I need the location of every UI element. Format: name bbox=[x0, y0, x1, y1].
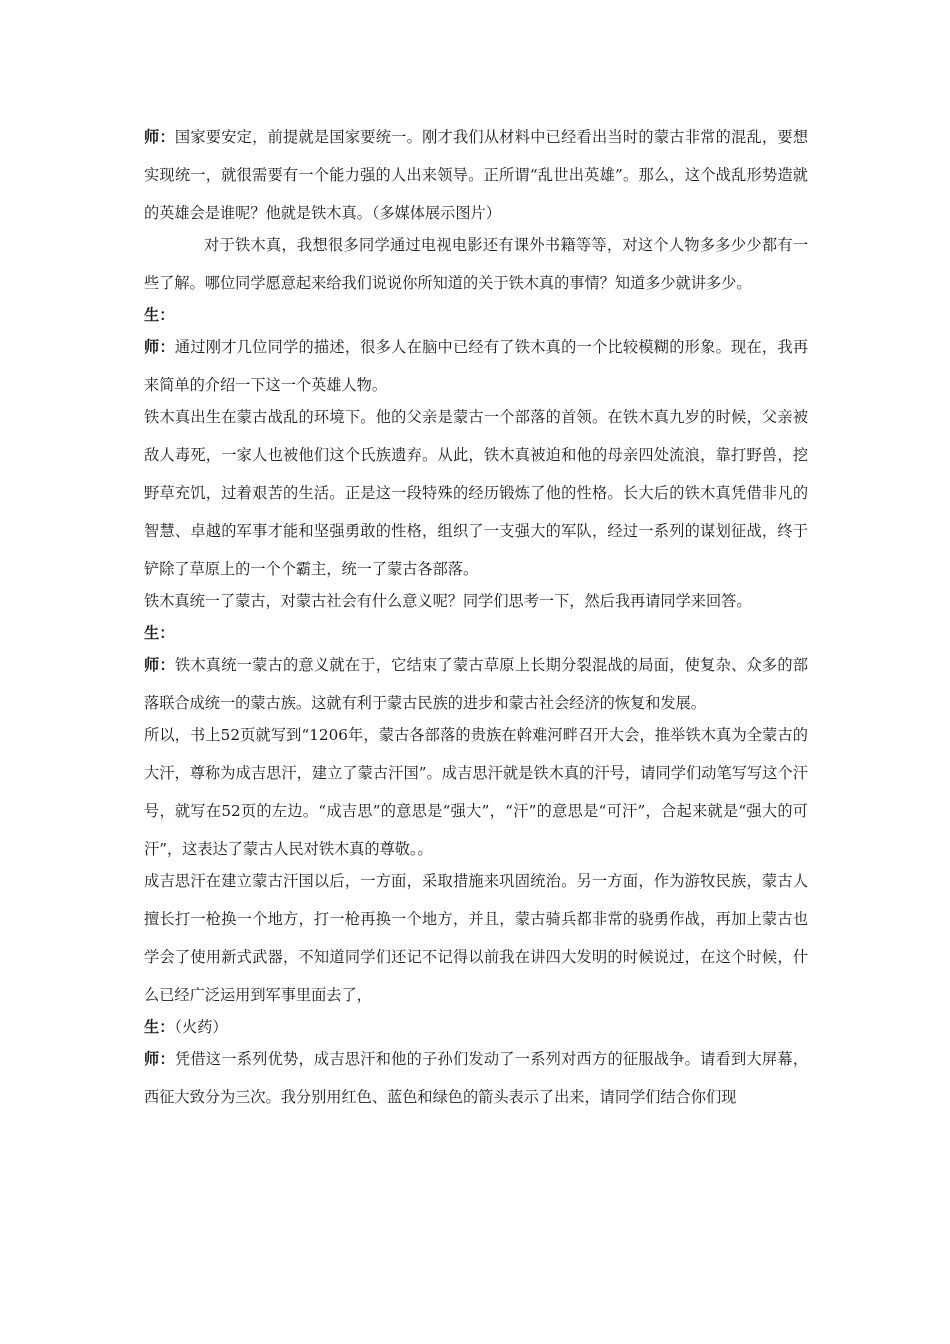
speaker-label: 生： bbox=[144, 306, 175, 324]
paragraph-text: （火药） bbox=[174, 1018, 228, 1036]
paragraph-text: 所以，书上52页就写到“1206年，蒙古各部落的贵族在斡难河畔召开大会，推举铁木真为全蒙古的大汗，尊称为成吉思汗，建立了蒙古汗国”。成吉思汗就是铁木真的汗号，请同学们动笔写写这个汗号，就写在52页的左边。“成吉思”的意思是“强大”，“汗”的意思是“可汗”，合起来就是“强大的可汗”，这表达了蒙古人民对铁木真的尊敬。。 bbox=[144, 726, 808, 858]
speaker-label: 师： bbox=[144, 128, 175, 146]
paragraph-text: 成吉思汗在建立蒙古汗国以后，一方面，采取措施来巩固统治。另一方面，作为游牧民族，蒙古人擅长打一枪换一个地方，打一枪再换一个地方，并且，蒙古骑兵都非常的骁勇作战，再加上蒙古也学会了使用新式武器，不知道同学们还记不记得以前我在讲四大发明的时候说过，在这个时候，什么已经广泛运用到军事里面去了， bbox=[144, 872, 808, 1004]
paragraph-text: 国家要安定，前提就是国家要统一。刚才我们从材料中已经看出当时的蒙古非常的混乱，要想实现统一，就很需要有一个能力强的人出来领导。正所谓“乱世出英雄”。那么，这个战乱形势造就的英雄会是谁呢？他就是铁木真。（多媒体展示图片） bbox=[144, 128, 809, 222]
speaker-label: 师： bbox=[144, 656, 175, 674]
paragraph-text: 铁木真出生在蒙古战乱的环境下。他的父亲是蒙古一个部落的首领。在铁木真九岁的时候，父亲被敌人毒死，一家人也被他们这个氏族遗弃。从此，铁木真被迫和他的母亲四处流浪，靠打野兽，挖野草充饥，过着艰苦的生活。正是这一段特殊的经历锻炼了他的性格。长大后的铁木真凭借非凡的智慧、卓越的军事才能和坚强勇敢的性格，组织了一支强大的军队，经过一系列的谋划征战，终于铲除了草原上的一个个霸主，统一了蒙古各部落。 bbox=[144, 408, 808, 578]
speaker-label: 师： bbox=[144, 1050, 175, 1068]
paragraph-10 bbox=[144, 862, 808, 1014]
paragraph-1 bbox=[144, 118, 808, 232]
paragraph-5 bbox=[144, 398, 808, 588]
paragraph-text: 凭借这一系列优势，成吉思汗和他的子孙们发动了一系列对西方的征服战争。请看到大屏幕，西征大致分为三次。我分别用红色、蓝色和绿色的箭头表示了出来，请同学们结合你们现 bbox=[144, 1050, 809, 1106]
paragraph-8 bbox=[144, 646, 808, 722]
speaker-label: 生： bbox=[144, 1018, 175, 1036]
paragraph-2 bbox=[144, 226, 808, 302]
paragraph-text: 对于铁木真，我想很多同学通过电视电影还有课外书籍等等，对这个人物多多少少都有一些了解。哪位同学愿意起来给我们说说你所知道的关于铁木真的事情？知道多少就讲多少。 bbox=[144, 236, 808, 292]
paragraph-text: 铁木真统一蒙古的意义就在于，它结束了蒙古草原上长期分裂混战的局面，使复杂、众多的部落联合成统一的蒙古族。这就有利于蒙古民族的进步和蒙古社会经济的恢复和发展。 bbox=[144, 656, 809, 712]
paragraph-6 bbox=[144, 582, 808, 620]
paragraph-12 bbox=[144, 1040, 808, 1116]
document-body bbox=[144, 118, 808, 1116]
speaker-label: 师： bbox=[144, 338, 175, 356]
paragraph-9 bbox=[144, 716, 808, 868]
paragraph-text: 通过刚才几位同学的描述，很多人在脑中已经有了铁木真的一个比较模糊的形象。现在，我再来简单的介绍一下这一个英雄人物。 bbox=[144, 338, 809, 394]
paragraph-4 bbox=[144, 328, 808, 404]
paragraph-text: 铁木真统一了蒙古，对蒙古社会有什么意义呢？同学们思考一下，然后我再请同学来回答。 bbox=[144, 592, 752, 610]
speaker-label: 生： bbox=[144, 624, 175, 642]
